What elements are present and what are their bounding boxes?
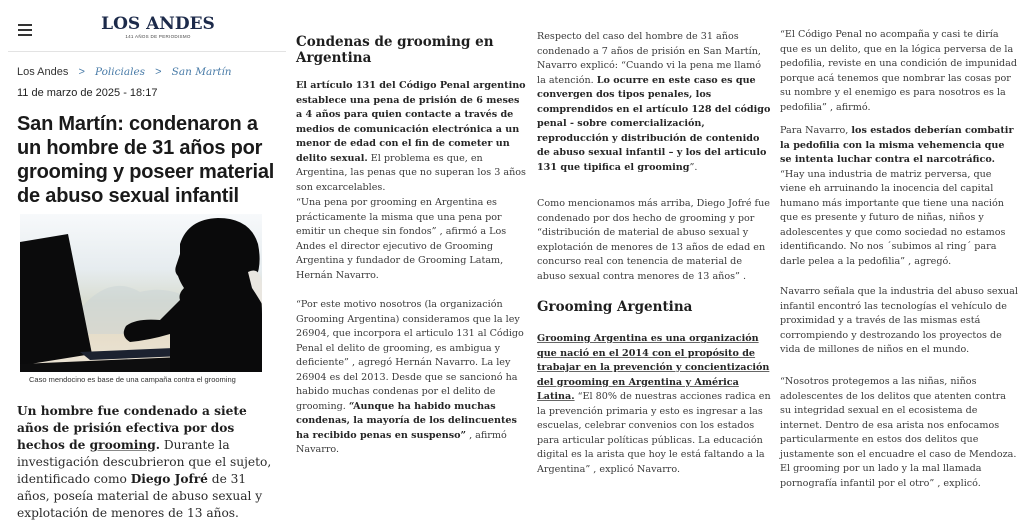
article-column-3: [533, 0, 771, 527]
lead-bold-2: .: [155, 438, 161, 452]
lead-text-2: de 31 años, poseía material de abuso sexual y explotación de menores de 13 años.: [17, 472, 263, 520]
paragraph: [780, 124, 1018, 269]
logo-title: LOS ANDES: [101, 14, 215, 34]
chevron-right-icon: >: [78, 66, 85, 78]
article-lead: [17, 403, 282, 522]
paragraph: [537, 30, 771, 175]
breadcrumb: [17, 66, 232, 78]
paragraph-text: “Hay una industria de matriz perversa, que viene eh arruinando la inocencia del capital humano más importante que tiene una nación que es presente y futuro de niñas, niños y adolescentes y que como sociedad no estamos identificando. No nos ´subimos al ring´ para darle pelea a la pedofilia” , agregó.: [780, 168, 1006, 267]
photo-caption: Caso mendocino es base de una campaña contra el grooming: [29, 375, 236, 384]
breadcrumb-root[interactable]: Los Andes: [17, 66, 69, 78]
paragraph-text: ”.: [689, 161, 698, 173]
paragraph: Como mencionamos más arriba, Diego Jofré fue condenado por dos hecho de grooming y por “distribución de material de abuso sexual y explotación de menores de 13 años de edad en concurso real con tenencia de material de abuso sexual contra menores de 13 años” .: [537, 198, 770, 282]
lead-bold-1: Un hombre fue condenado a siete años de prisión efectiva por dos hechos de: [17, 404, 247, 452]
paragraph-text: , afirmó Navarro.: [296, 429, 507, 455]
grooming-link[interactable]: grooming: [89, 438, 156, 452]
paragraph-text: Respecto del caso del hombre de 31 años condenado a 7 años de prisión en San Martín, Navarro explicó: “Cuando vi la pena me llamó la atención.: [537, 31, 762, 86]
article-header-column: [0, 0, 282, 527]
paragraph: [296, 298, 526, 458]
paragraph: “Una pena por grooming en Argentina es prácticamente la misma que una pena por emitir un cheque sin fondos” , afirmó a Los Andes el director ejecutivo de Grooming Argentina y fundador de Grooming Latam, Hernán Navarro.: [296, 197, 507, 281]
site-header: [8, 10, 286, 52]
paragraph-text: “Por este motivo nosotros (la organización Grooming Argentina) consideramos que la ley 26904, que incorpora el articulo 131 al Código Penal el delito de grooming, es ambigua y deficiente” , agregó Hernán Navarro. La ley 26904 es del 2013. Desde que se sancionó ha habido muchas condenas por el delito de grooming.: [296, 299, 524, 412]
lead-name: Diego Jofré: [130, 472, 208, 486]
paragraph: [537, 332, 771, 477]
hamburger-menu-icon[interactable]: [18, 24, 32, 36]
paragraph-bold: El artículo 131 del Código Penal argentino establece una pena de prisión de 6 meses a 4 años para quien contacte a través de medios de comunicación electrónica a un menor de edad con el fin de cometer un delito sexual.: [296, 80, 526, 164]
paragraph-text: El problema es que, en Argentina, las penas que no superan los 3 años son excarcelables.: [296, 152, 526, 193]
paragraph-text: Para Navarro,: [780, 125, 852, 136]
section-heading-grooming-argentina: Grooming Argentina: [537, 299, 693, 315]
paragraph-bold: Lo ocurre en este caso es que convergen dos tipos penales, los comprendidos en el artículo 128 del código penal - sobre comercialización, reproducción y distribución de contenido de abuso sexual infantil – y los del articulo 131 que tipifica el grooming: [537, 74, 771, 173]
chevron-right-icon: >: [155, 66, 162, 78]
article-column-4: [777, 0, 1017, 527]
article-photo[interactable]: [20, 214, 262, 372]
section-heading-condenas: Condenas de grooming en Argentina: [296, 34, 494, 66]
grooming-argentina-link[interactable]: Grooming Argentina es una organización que nació en el 2014 con el propósito de trabajar en la prevención y concientización del grooming en Argentina y América Latina.: [537, 333, 770, 402]
breadcrumb-section[interactable]: Policiales: [94, 66, 146, 78]
paragraph: [296, 79, 526, 195]
paragraph-bold: los estados deberían combatir la pedofilia con la misma vehemencia que se intenta luchar contra el narcotráfico.: [780, 125, 1014, 165]
breadcrumb-subsection[interactable]: San Martín: [171, 66, 232, 78]
article-column-2: [290, 0, 525, 527]
article-headline: San Martín: condenaron a un hombre de 31 años por grooming y poseer material de abuso sexual infantil: [17, 113, 275, 207]
site-logo[interactable]: [98, 14, 218, 40]
paragraph-text: “El 80% de nuestras acciones radica en la prevención primaria y esto es ingresar a las escuelas, celebrar convenios con los estados para articular políticas públicas. La educación digital es la arista que hoy le está faltando a la Argentina” , explicó Navarro.: [537, 391, 771, 475]
logo-subtitle: 141 AÑOS DE PERIODISMO: [125, 34, 191, 39]
publish-date: 11 de marzo de 2025 - 18:17: [17, 87, 158, 99]
paragraph: “Nosotros protegemos a las niñas, niños adolescentes de los delitos que atenten contra su integridad sexual en el ecosistema de internet. Dentro de esa arista nos enfocamos particularmente en estos dos delitos que justamente son el encuadre el caso de Mendoza. El grooming por un lado y la mal llamada pornografía infantil por el otro” , explicó.: [780, 376, 1017, 489]
paragraph: Navarro señala que la industria del abuso sexual infantil encontró las tecnologías el vehículo de proximidad y a través de las mismas está corrompiendo y destrozando los proyectos de vida de millones de niños en el mundo.: [780, 286, 1018, 355]
paragraph-bold: “Aunque ha habido muchas condenas, la mayoría de los delincuentes ha recibido penas en suspenso”: [296, 400, 517, 441]
child-laptop-silhouette-image: [20, 214, 262, 372]
lead-text-1: Durante la investigación descubrieron que el sujeto, identificado como: [17, 438, 272, 486]
paragraph: “El Código Penal no acompaña y casi te diría que es un delito, que en la lógica perversa de la pedofilia, reviste en una condición de impunidad porque acá tenemos que nombrar las cosas por su nombre y el enemigo es para nosotros es la pedofilia” , afirmó.: [780, 29, 1017, 113]
